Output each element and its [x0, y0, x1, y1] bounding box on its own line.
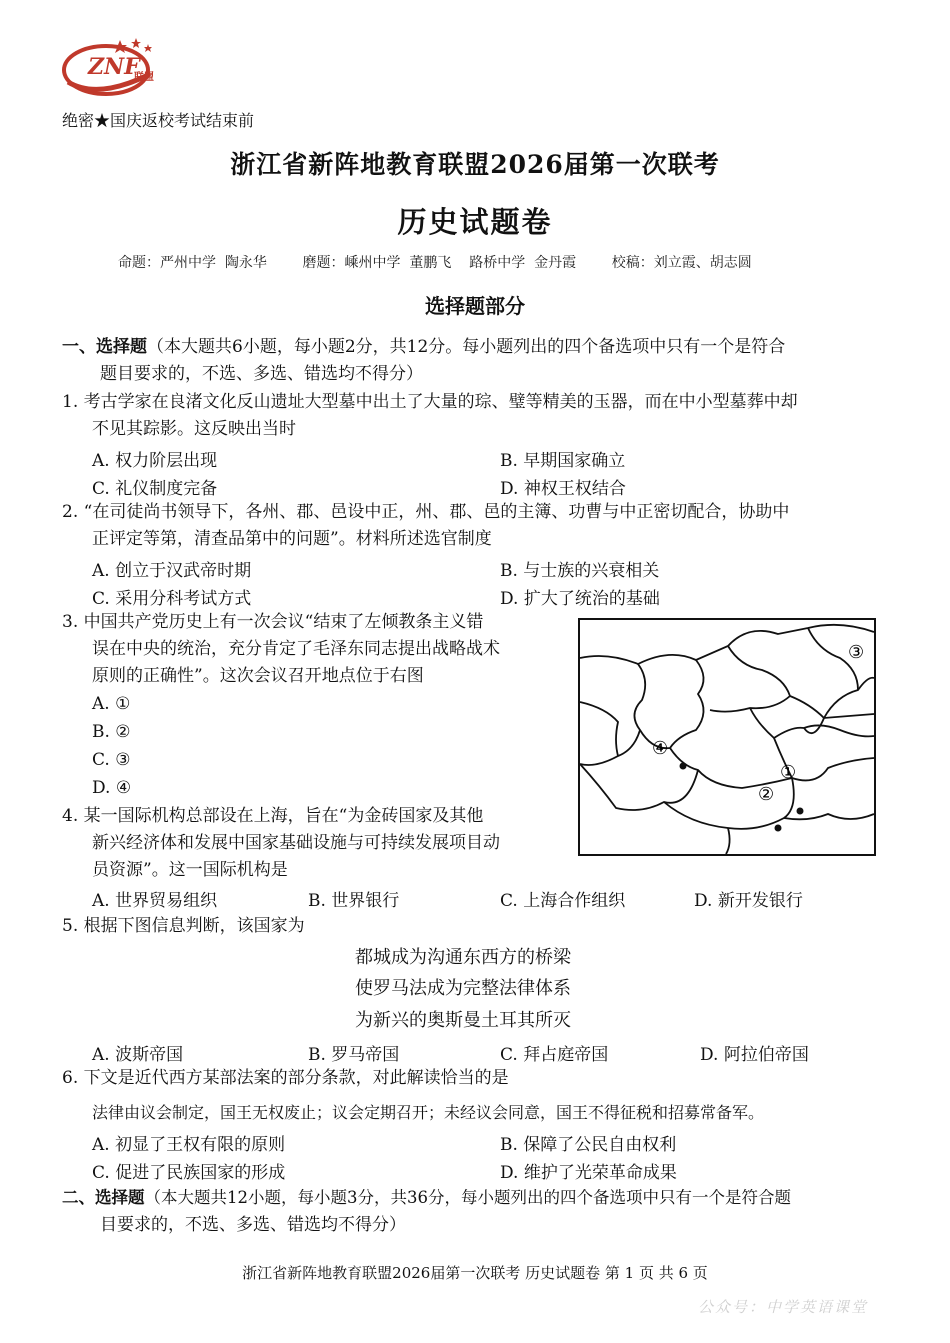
q1-option-c: C. 礼仪制度完备 — [92, 479, 218, 499]
q3-option-d: D. ④ — [92, 778, 132, 798]
map-label-1: ① — [780, 762, 797, 783]
logo-sub-text: 联盟 — [134, 72, 154, 83]
q3-option-a: A. ① — [92, 694, 131, 714]
part2-desc-cont: 目要求的，不选、多选、错选均不得分） — [100, 1215, 406, 1235]
q3-option-b: B. ② — [92, 722, 131, 742]
q4-option-c: C. 上海合作组织 — [500, 891, 626, 911]
q4-stem: 4. 某一国际机构总部设在上海，旨在“为金砖国家及其他 — [62, 806, 484, 826]
q5-info-line3: 为新兴的奥斯曼土耳其所灭 — [355, 1010, 571, 1031]
q1-option-a: A. 权力阶层出现 — [92, 451, 218, 471]
map-label-3: ③ — [848, 642, 865, 663]
q6-option-d: D. 维护了光荣革命成果 — [500, 1163, 677, 1183]
logo-text: ZNF — [88, 54, 140, 80]
part2-header — [62, 1184, 791, 1212]
q3-stem: 3. 中国共产党历史上有一次会议“结束了左倾教条主义错 — [62, 612, 484, 632]
q5-option-c: C. 拜占庭帝国 — [500, 1045, 609, 1065]
confidential-line: 绝密★国庆返校考试结束前 — [62, 111, 255, 130]
section-title: 选择题部分 — [425, 294, 525, 318]
q4-option-a: A. 世界贸易组织 — [92, 891, 218, 911]
q3-stem-cont1: 误在中央的统治，充分肯定了毛泽东同志提出战略战术 — [92, 639, 500, 659]
q2-stem-cont: 正评定等第，清查品第中的问题”。材料所述选官制度 — [92, 529, 492, 549]
q2-stem: 2. “在司徒尚书领导下，各州、郡、邑设中正，州、郡、邑的主簿、功曹与中正密切配合，协助中 — [62, 502, 790, 522]
watermark-text: 公众号：中学英语课堂 — [698, 1298, 869, 1316]
q3-stem-cont2: 原则的正确性”。这次会议召开地点位于右图 — [92, 666, 424, 686]
map-label-2: ② — [758, 784, 775, 805]
part2-label: 二、选择题 — [62, 1188, 145, 1207]
q5-option-b: B. 罗马帝国 — [308, 1045, 400, 1065]
q4-stem-cont2: 员资源”。这一国际机构是 — [92, 860, 288, 880]
q3-map-figure — [578, 618, 876, 856]
map-label-4: ④ — [652, 738, 669, 759]
q5-info-line2: 使罗马法成为完整法律体系 — [355, 978, 571, 999]
q6-option-a: A. 初显了王权有限的原则 — [92, 1135, 286, 1155]
q5-option-a: A. 波斯帝国 — [92, 1045, 184, 1065]
q1-option-d: D. 神权王权结合 — [500, 479, 626, 499]
q6-stem: 6. 下文是近代西方某部法案的部分条款，对此解读恰当的是 — [62, 1068, 509, 1088]
q4-option-d: D. 新开发银行 — [694, 891, 803, 911]
page-footer: 浙江省新阵地教育联盟2026届第一次联考 历史试题卷 第 1 页 共 6 页 — [242, 1264, 708, 1282]
part1-label: 一、选择题 — [62, 337, 147, 357]
q5-option-d: D. 阿拉伯帝国 — [700, 1045, 809, 1065]
q5-info-line1: 都城成为沟通东西方的桥梁 — [355, 947, 571, 968]
q1-option-b: B. 早期国家确立 — [500, 451, 626, 471]
q3-option-c: C. ③ — [92, 750, 131, 770]
q4-stem-cont1: 新兴经济体和发展中国家基础设施与可持续发展项目动 — [92, 833, 500, 853]
part2-desc: （本大题共12小题，每小题3分，共36分，每小题列出的四个备选项中只有一个是符合题 — [144, 1188, 791, 1207]
alliance-logo — [58, 30, 168, 102]
q1-stem-cont: 不见其踪影。这反映出当时 — [92, 419, 296, 439]
q6-option-c: C. 促进了民族国家的形成 — [92, 1163, 286, 1183]
q2-option-b: B. 与士族的兴衰相关 — [500, 561, 660, 581]
credits-line: 命题：严州中学 陶永华 磨题：嵊州中学 董鹏飞 路桥中学 金丹霞 校稿：刘立霞、胡志圆 — [118, 255, 752, 271]
exam-title: 浙江省新阵地教育联盟2026届第一次联考 — [230, 150, 720, 179]
q5-stem: 5. 根据下图信息判断，该国家为 — [62, 916, 305, 936]
q2-option-a: A. 创立于汉武帝时期 — [92, 561, 252, 581]
part1-header — [62, 333, 785, 361]
q4-option-b: B. 世界银行 — [308, 891, 400, 911]
part1-desc-cont: 题目要求的，不选、多选、错选均不得分） — [100, 364, 423, 384]
q2-option-c: C. 采用分科考试方式 — [92, 589, 252, 609]
part1-desc: （本大题共6小题，每小题2分，共12分。每小题列出的四个备选项中只有一个是符合 — [147, 337, 786, 357]
q1-stem: 1. 考古学家在良渚文化反山遗址大型墓中出土了大量的琮、璧等精美的玉器，而在中小型墓葬中却 — [62, 392, 798, 412]
exam-subject-title: 历史试题卷 — [397, 205, 553, 239]
q6-law-clause: 法律由议会制定，国王无权废止；议会定期召开；未经议会同意，国王不得征税和招募常备军。 — [92, 1103, 765, 1122]
q2-option-d: D. 扩大了统治的基础 — [500, 589, 660, 609]
q6-option-b: B. 保障了公民自由权利 — [500, 1135, 677, 1155]
